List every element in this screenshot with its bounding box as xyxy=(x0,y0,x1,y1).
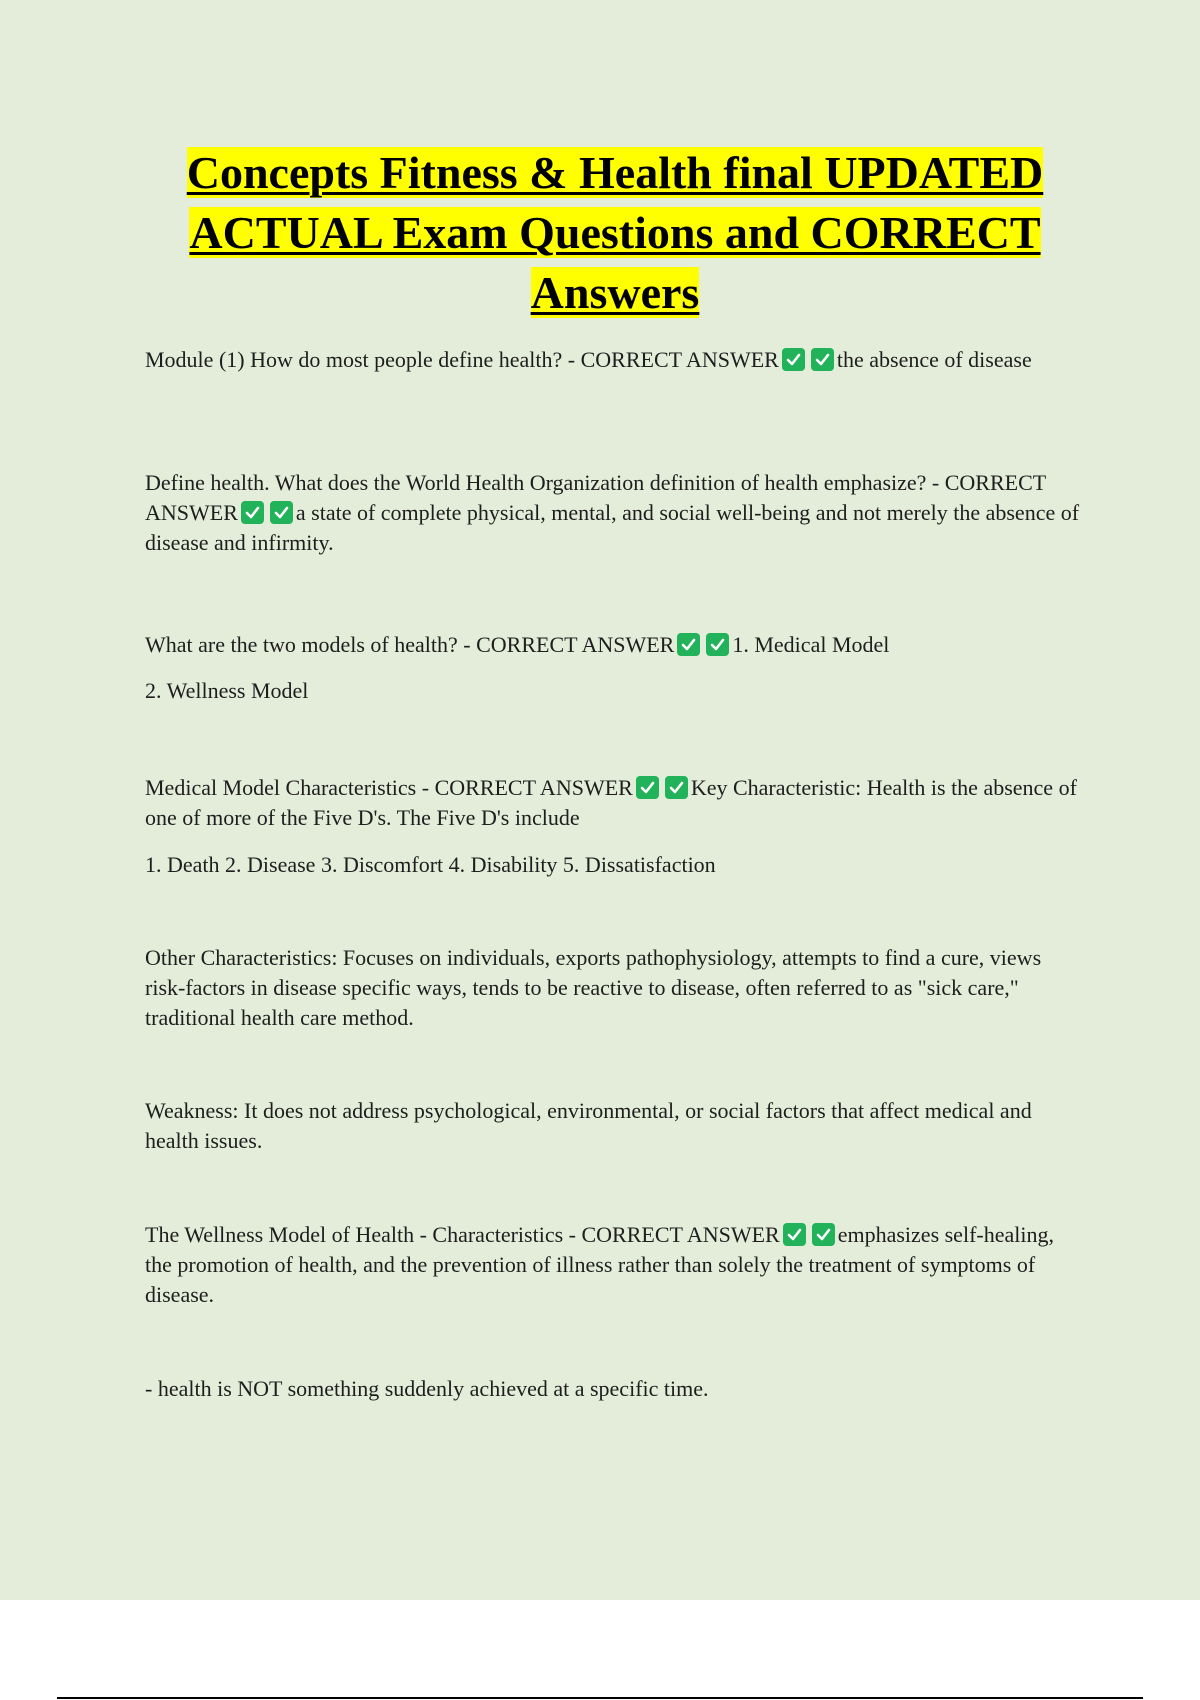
answer-text: a state of complete physical, mental, and social well-being and not merely the absence of disease and infirmity. xyxy=(145,500,1080,555)
check-mark-icon xyxy=(241,501,264,524)
check-mark-icon xyxy=(706,633,729,656)
check-mark-icon xyxy=(677,633,700,656)
document-title xyxy=(145,143,1085,323)
answer-text: the absence of disease xyxy=(836,347,1032,372)
answer-marker: CORRECT ANSWER xyxy=(581,1222,780,1247)
qa-item-4 xyxy=(145,773,1085,833)
check-mark-icon xyxy=(665,776,688,799)
other-characteristics-text: Other Characteristics: Focuses on individuals, exports pathophysiology, attempts to find a cure, views risk-factors in disease specific ways, tends to be reactive to disease, often referred to as "sick care," traditional health care method. xyxy=(145,945,1042,1030)
answer-text: 1. Medical Model xyxy=(732,632,890,657)
qa-item-5 xyxy=(145,1220,1085,1310)
question-text: The Wellness Model of Health - Characteristics - xyxy=(145,1222,582,1247)
question-text: Define health. What does the World Health Organization definition of health emphasize? - xyxy=(145,470,945,495)
answer-marker: CORRECT ANSWER xyxy=(145,470,1046,525)
qa-item-4-continued: 1. Death 2. Disease 3. Discomfort 4. Disability 5. Dissatisfaction xyxy=(145,852,716,877)
check-mark-icon xyxy=(270,501,293,524)
qa-item-3-continued: 2. Wellness Model xyxy=(145,678,309,703)
check-mark-icon xyxy=(783,1223,806,1246)
check-mark-icon xyxy=(812,1223,835,1246)
answer-marker: CORRECT ANSWER xyxy=(434,775,633,800)
closing-note: - health is NOT something suddenly achieved at a specific time. xyxy=(145,1376,709,1401)
qa-item-1 xyxy=(145,345,1085,375)
check-mark-icon xyxy=(782,348,805,371)
qa-item-2 xyxy=(145,468,1085,558)
qa-item-3 xyxy=(145,630,1085,660)
answer-text: emphasizes self-healing, the promotion of health, and the prevention of illness rather than solely the treatment of symptoms of disease. xyxy=(145,1222,1054,1307)
title-text: Concepts Fitness & Health final UPDATED ACTUAL Exam Questions and CORRECT Answers xyxy=(186,147,1044,318)
answer-marker: CORRECT ANSWER xyxy=(580,347,779,372)
check-mark-icon xyxy=(811,348,834,371)
weakness-text: Weakness: It does not address psychological, environmental, or social factors that affect medical and health issues. xyxy=(145,1098,1032,1153)
question-text: Medical Model Characteristics - xyxy=(145,775,435,800)
page-divider xyxy=(57,1697,1143,1699)
answer-text: Key Characteristic: Health is the absence of one of more of the Five D's. The Five D's include xyxy=(145,775,1077,830)
answer-marker: CORRECT ANSWER xyxy=(476,632,675,657)
question-text: What are the two models of health? - xyxy=(145,632,477,657)
check-mark-icon xyxy=(636,776,659,799)
question-text: Module (1) How do most people define health? - xyxy=(145,347,581,372)
